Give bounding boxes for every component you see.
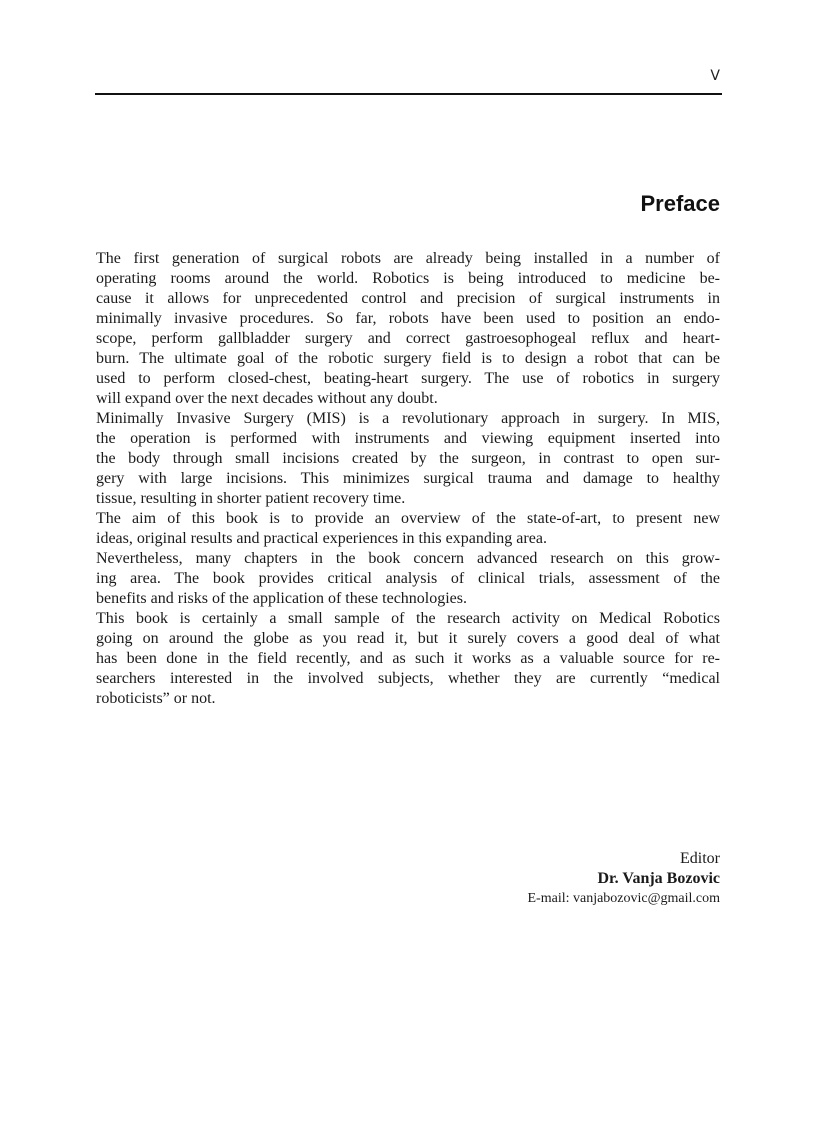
text-line: The first generation of surgical robots are already being installed in a number of (96, 250, 720, 267)
preface-body (96, 249, 720, 709)
paragraph (96, 609, 720, 709)
text-line: tissue, resulting in shorter patient recovery time. (96, 490, 406, 507)
editor-name: Dr. Vanja Bozovic (597, 870, 720, 887)
text-line: Nevertheless, many chapters in the book concern advanced research on this grow- (96, 550, 720, 567)
text-line: roboticists” or not. (96, 690, 216, 707)
paragraph (96, 509, 720, 549)
text-line: the operation is performed with instruments and viewing equipment inserted into (96, 430, 720, 447)
paragraph (96, 549, 720, 609)
text-line: burn. The ultimate goal of the robotic surgery field is to design a robot that can be (96, 350, 720, 367)
paragraph (96, 409, 720, 509)
text-line: minimally invasive procedures. So far, robots have been used to position an endo- (96, 310, 720, 327)
text-line: used to perform closed-chest, beating-heart surgery. The use of robotics in surgery (96, 370, 720, 387)
text-line: ideas, original results and practical experiences in this expanding area. (96, 530, 547, 547)
text-line: Minimally Invasive Surgery (MIS) is a revolutionary approach in surgery. In MIS, (96, 410, 720, 427)
text-line: ing area. The book provides critical analysis of clinical trials, assessment of the (96, 570, 720, 587)
text-line: This book is certainly a small sample of the research activity on Medical Robotics (96, 610, 720, 627)
header-divider (95, 93, 722, 95)
text-line: benefits and risks of the application of these technologies. (96, 590, 468, 607)
page-title: Preface (640, 191, 720, 216)
text-line: has been done in the field recently, and as such it works as a valuable source for re- (96, 650, 720, 667)
text-line: searchers interested in the involved subjects, whether they are currently “medical (96, 670, 720, 687)
text-line: the body through small incisions created by the surgeon, in contrast to open sur- (96, 450, 720, 467)
editor-email: E-mail: vanjabozovic@gmail.com (527, 891, 720, 906)
signature-block (528, 849, 721, 908)
text-line: will expand over the next decades without any doubt. (96, 390, 438, 407)
text-line: going on around the globe as you read it, but it surely covers a good deal of what (96, 630, 720, 647)
text-line: cause it allows for unprecedented control and precision of surgical instruments in (96, 290, 720, 307)
editor-role: Editor (680, 850, 720, 867)
text-line: scope, perform gallbladder surgery and correct gastroesophogeal reflux and heart- (96, 330, 720, 347)
page-number: V (710, 68, 720, 84)
paragraph (96, 249, 720, 409)
text-line: The aim of this book is to provide an overview of the state-of-art, to present new (96, 510, 720, 527)
text-line: operating rooms around the world. Robotics is being introduced to medicine be- (96, 270, 720, 287)
text-line: gery with large incisions. This minimizes surgical trauma and damage to healthy (96, 470, 720, 487)
